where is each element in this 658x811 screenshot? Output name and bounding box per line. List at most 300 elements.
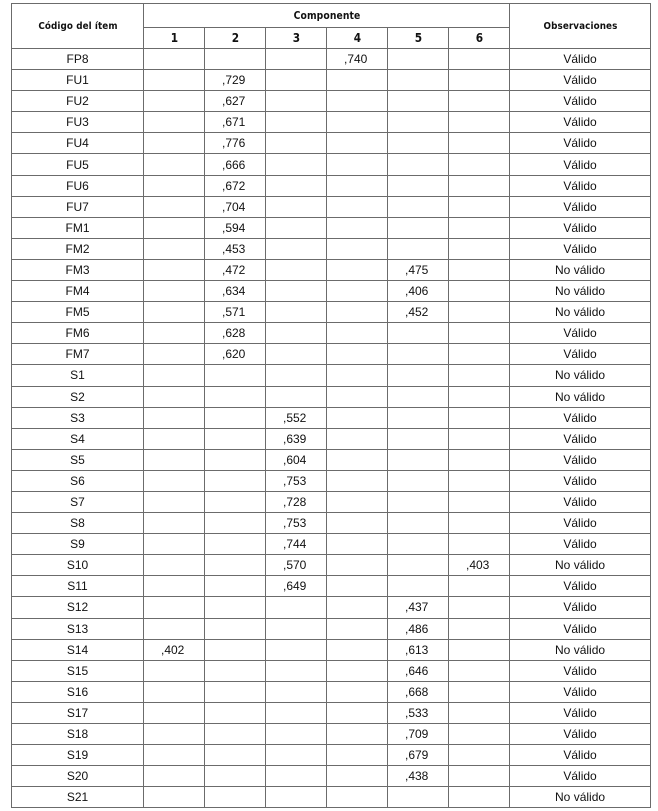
observation-cell: No válido (510, 302, 651, 323)
loading-cell-component-6 (449, 238, 510, 259)
loading-cell-component-4 (327, 70, 388, 91)
loading-cell-component-1 (144, 428, 205, 449)
loading-cell-component-3 (266, 196, 327, 217)
item-code-cell: FM4 (12, 281, 144, 302)
loading-cell-component-5 (388, 428, 449, 449)
item-code-cell: S21 (12, 787, 144, 808)
component-col-4-header: 4 (330, 28, 384, 49)
loading-cell-component-2 (205, 449, 266, 470)
observation-cell: Válido (510, 702, 651, 723)
loading-cell-component-3 (266, 217, 327, 238)
loading-cell-component-2: ,634 (205, 281, 266, 302)
loading-cell-component-1 (144, 576, 205, 597)
table-row (12, 91, 651, 112)
observation-cell: Válido (510, 576, 651, 597)
loading-cell-component-2 (205, 639, 266, 660)
table-row (12, 787, 651, 808)
loading-cell-component-1 (144, 281, 205, 302)
loading-cell-component-2 (205, 386, 266, 407)
loading-cell-component-6 (449, 133, 510, 154)
table-row (12, 281, 651, 302)
loading-cell-component-6 (449, 302, 510, 323)
loading-cell-component-6 (449, 491, 510, 512)
loading-cell-component-2: ,704 (205, 196, 266, 217)
observation-cell: No válido (510, 259, 651, 280)
item-code-cell: FU5 (12, 154, 144, 175)
observations-header: Observaciones (518, 4, 642, 49)
item-code-cell: S15 (12, 660, 144, 681)
item-code-cell: S8 (12, 513, 144, 534)
table-row (12, 112, 651, 133)
loading-cell-component-3 (266, 787, 327, 808)
loading-cell-component-5 (388, 344, 449, 365)
item-code-cell: S2 (12, 386, 144, 407)
loading-cell-component-3 (266, 745, 327, 766)
loading-cell-component-3 (266, 344, 327, 365)
table-row (12, 323, 651, 344)
item-code-cell: FM2 (12, 238, 144, 259)
loading-cell-component-2: ,729 (205, 70, 266, 91)
item-code-cell: S10 (12, 555, 144, 576)
loading-cell-component-4 (327, 491, 388, 512)
loading-cell-component-2: ,627 (205, 91, 266, 112)
loading-cell-component-4 (327, 238, 388, 259)
item-code-cell: FM7 (12, 344, 144, 365)
loading-cell-component-6 (449, 597, 510, 618)
loading-cell-component-6 (449, 217, 510, 238)
loading-cell-component-5: ,668 (388, 681, 449, 702)
loading-cell-component-5 (388, 470, 449, 491)
loading-cell-component-4 (327, 702, 388, 723)
loading-cell-component-2: ,571 (205, 302, 266, 323)
loading-cell-component-6: ,403 (449, 555, 510, 576)
table-row (12, 70, 651, 91)
loading-cell-component-2 (205, 724, 266, 745)
loading-cell-component-2 (205, 702, 266, 723)
loading-cell-component-5 (388, 365, 449, 386)
loading-cell-component-5 (388, 491, 449, 512)
loading-cell-component-6 (449, 449, 510, 470)
loading-cell-component-2 (205, 513, 266, 534)
loading-cell-component-4 (327, 618, 388, 639)
loading-cell-component-4 (327, 154, 388, 175)
observation-cell: Válido (510, 470, 651, 491)
observation-cell: Válido (510, 766, 651, 787)
loading-cell-component-3: ,728 (266, 491, 327, 512)
loading-cell-component-1 (144, 597, 205, 618)
loading-cell-component-4 (327, 217, 388, 238)
observation-cell: Válido (510, 449, 651, 470)
loading-cell-component-6 (449, 470, 510, 491)
loading-cell-component-6 (449, 49, 510, 70)
loading-cell-component-1 (144, 217, 205, 238)
item-code-cell: S18 (12, 724, 144, 745)
observation-cell: Válido (510, 724, 651, 745)
item-code-cell: S4 (12, 428, 144, 449)
loading-cell-component-4 (327, 534, 388, 555)
loading-cell-component-6 (449, 702, 510, 723)
table-row (12, 133, 651, 154)
observation-cell: Válido (510, 323, 651, 344)
table-row (12, 597, 651, 618)
loading-cell-component-4 (327, 175, 388, 196)
loading-cell-component-2: ,672 (205, 175, 266, 196)
loading-cell-component-2 (205, 787, 266, 808)
observation-cell: Válido (510, 745, 651, 766)
item-code-cell: FU1 (12, 70, 144, 91)
table-row (12, 491, 651, 512)
item-code-cell: FM3 (12, 259, 144, 280)
observation-cell: No válido (510, 639, 651, 660)
observation-cell: Válido (510, 49, 651, 70)
loading-cell-component-4 (327, 470, 388, 491)
observation-cell: Válido (510, 154, 651, 175)
loading-cell-component-6 (449, 154, 510, 175)
loading-cell-component-2 (205, 49, 266, 70)
observation-cell: Válido (510, 407, 651, 428)
item-code-cell: S1 (12, 365, 144, 386)
item-code-cell: S3 (12, 407, 144, 428)
loading-cell-component-5: ,709 (388, 724, 449, 745)
loading-cell-component-4 (327, 365, 388, 386)
loading-cell-component-3 (266, 91, 327, 112)
loading-cell-component-5 (388, 386, 449, 407)
table-row (12, 344, 651, 365)
loading-cell-component-1 (144, 133, 205, 154)
item-code-header: Código del ítem (19, 4, 135, 49)
table-row (12, 238, 651, 259)
loading-cell-component-6 (449, 534, 510, 555)
table-row (12, 470, 651, 491)
loading-cell-component-2: ,620 (205, 344, 266, 365)
loading-cell-component-6 (449, 639, 510, 660)
item-code-cell: S9 (12, 534, 144, 555)
loading-cell-component-4 (327, 407, 388, 428)
loading-cell-component-3: ,639 (266, 428, 327, 449)
loading-cell-component-6 (449, 112, 510, 133)
component-header: Componente (165, 4, 487, 28)
loading-cell-component-5: ,646 (388, 660, 449, 681)
loading-cell-component-5 (388, 91, 449, 112)
table-row (12, 407, 651, 428)
loading-cell-component-1 (144, 302, 205, 323)
observation-cell: Válido (510, 491, 651, 512)
loading-cell-component-3 (266, 112, 327, 133)
item-code-cell: S12 (12, 597, 144, 618)
loading-cell-component-5: ,613 (388, 639, 449, 660)
observation-cell: Válido (510, 70, 651, 91)
loading-cell-component-2: ,628 (205, 323, 266, 344)
loading-cell-component-5: ,486 (388, 618, 449, 639)
component-col-6-header: 6 (452, 28, 506, 49)
loading-cell-component-2 (205, 597, 266, 618)
loading-cell-component-1 (144, 112, 205, 133)
item-code-cell: S13 (12, 618, 144, 639)
loading-cell-component-1 (144, 491, 205, 512)
loading-cell-component-4 (327, 681, 388, 702)
item-code-cell: FU4 (12, 133, 144, 154)
loading-cell-component-5: ,679 (388, 745, 449, 766)
loading-cell-component-4 (327, 555, 388, 576)
loading-cell-component-4 (327, 639, 388, 660)
item-code-cell: S6 (12, 470, 144, 491)
loading-cell-component-5: ,438 (388, 766, 449, 787)
loading-cell-component-3 (266, 238, 327, 259)
loading-cell-component-2 (205, 766, 266, 787)
loading-cell-component-3: ,649 (266, 576, 327, 597)
table-row (12, 154, 651, 175)
loading-cell-component-1 (144, 513, 205, 534)
table-row (12, 49, 651, 70)
table-row (12, 555, 651, 576)
loading-cell-component-2 (205, 470, 266, 491)
loading-cell-component-1 (144, 724, 205, 745)
loading-cell-component-4 (327, 513, 388, 534)
loading-cell-component-1 (144, 618, 205, 639)
loading-cell-component-1 (144, 154, 205, 175)
table-row (12, 639, 651, 660)
loading-cell-component-3: ,604 (266, 449, 327, 470)
loading-cell-component-3 (266, 259, 327, 280)
loading-cell-component-6 (449, 323, 510, 344)
loading-cell-component-1 (144, 196, 205, 217)
component-col-5-header: 5 (391, 28, 445, 49)
loading-cell-component-4 (327, 302, 388, 323)
loading-cell-component-2 (205, 618, 266, 639)
loading-cell-component-5 (388, 175, 449, 196)
loading-cell-component-3 (266, 302, 327, 323)
loading-cell-component-1 (144, 702, 205, 723)
component-col-2-header: 2 (208, 28, 262, 49)
loading-cell-component-3 (266, 365, 327, 386)
loading-cell-component-6 (449, 196, 510, 217)
loading-cell-component-2 (205, 534, 266, 555)
loading-cell-component-5 (388, 70, 449, 91)
loading-cell-component-6 (449, 681, 510, 702)
loading-cell-component-5 (388, 534, 449, 555)
loading-cell-component-4 (327, 91, 388, 112)
loading-cell-component-2 (205, 555, 266, 576)
item-code-cell: S11 (12, 576, 144, 597)
loading-cell-component-6 (449, 344, 510, 365)
loading-cell-component-5 (388, 449, 449, 470)
loading-cell-component-6 (449, 745, 510, 766)
loading-cell-component-1 (144, 534, 205, 555)
loading-cell-component-2 (205, 428, 266, 449)
loading-cell-component-6 (449, 766, 510, 787)
table-row (12, 766, 651, 787)
loading-cell-component-3: ,570 (266, 555, 327, 576)
table-row (12, 259, 651, 280)
loading-cell-component-6 (449, 386, 510, 407)
table-row (12, 618, 651, 639)
loading-cell-component-4 (327, 576, 388, 597)
loading-cell-component-2 (205, 407, 266, 428)
loading-cell-component-1 (144, 344, 205, 365)
loading-cell-component-6 (449, 618, 510, 639)
loading-cell-component-4 (327, 766, 388, 787)
loading-cell-component-5: ,533 (388, 702, 449, 723)
loading-cell-component-1 (144, 259, 205, 280)
loading-cell-component-5 (388, 112, 449, 133)
observation-cell: No válido (510, 787, 651, 808)
loading-cell-component-5 (388, 196, 449, 217)
loading-cell-component-2 (205, 365, 266, 386)
observation-cell: Válido (510, 618, 651, 639)
loading-cell-component-1 (144, 407, 205, 428)
table-row (12, 196, 651, 217)
loading-cell-component-2: ,671 (205, 112, 266, 133)
loading-cell-component-3 (266, 175, 327, 196)
loading-cell-component-6 (449, 259, 510, 280)
observation-cell: Válido (510, 513, 651, 534)
observation-cell: No válido (510, 386, 651, 407)
loading-cell-component-3 (266, 681, 327, 702)
component-loadings-table (11, 3, 651, 808)
loading-cell-component-4 (327, 449, 388, 470)
observation-cell: Válido (510, 660, 651, 681)
loading-cell-component-3 (266, 49, 327, 70)
observation-cell: Válido (510, 217, 651, 238)
loading-cell-component-6 (449, 724, 510, 745)
loading-cell-component-4: ,740 (327, 49, 388, 70)
loading-cell-component-6 (449, 70, 510, 91)
loading-cell-component-3: ,753 (266, 470, 327, 491)
observation-cell: Válido (510, 534, 651, 555)
loading-cell-component-4 (327, 787, 388, 808)
loading-cell-component-2 (205, 681, 266, 702)
component-col-1-header: 1 (147, 28, 201, 49)
observation-cell: Válido (510, 428, 651, 449)
loading-cell-component-2 (205, 660, 266, 681)
loading-cell-component-5: ,475 (388, 259, 449, 280)
loading-cell-component-1 (144, 91, 205, 112)
loading-cell-component-5: ,452 (388, 302, 449, 323)
loading-cell-component-1 (144, 365, 205, 386)
loading-cell-component-1 (144, 386, 205, 407)
item-code-cell: FU7 (12, 196, 144, 217)
table-row (12, 428, 651, 449)
table-row (12, 660, 651, 681)
loading-cell-component-2 (205, 576, 266, 597)
loading-cell-component-6 (449, 660, 510, 681)
observation-cell: Válido (510, 112, 651, 133)
loading-cell-component-2 (205, 745, 266, 766)
observation-cell: Válido (510, 175, 651, 196)
component-col-3-header: 3 (269, 28, 323, 49)
table-row (12, 745, 651, 766)
item-code-cell: FU3 (12, 112, 144, 133)
loading-cell-component-6 (449, 365, 510, 386)
loading-cell-component-5 (388, 238, 449, 259)
loading-cell-component-3 (266, 323, 327, 344)
table-row (12, 702, 651, 723)
loading-cell-component-5: ,437 (388, 597, 449, 618)
item-code-cell: S14 (12, 639, 144, 660)
loading-cell-component-5 (388, 217, 449, 238)
loading-cell-component-4 (327, 133, 388, 154)
observation-cell: Válido (510, 133, 651, 154)
observation-cell: No válido (510, 281, 651, 302)
loading-cell-component-2: ,472 (205, 259, 266, 280)
loading-cell-component-6 (449, 787, 510, 808)
loading-cell-component-1 (144, 660, 205, 681)
loading-cell-component-5 (388, 513, 449, 534)
loading-cell-component-4 (327, 428, 388, 449)
loading-cell-component-2: ,776 (205, 133, 266, 154)
loading-cell-component-3 (266, 70, 327, 91)
item-code-cell: S20 (12, 766, 144, 787)
observation-cell: Válido (510, 344, 651, 365)
table-row (12, 681, 651, 702)
loading-cell-component-1 (144, 681, 205, 702)
item-code-cell: FM5 (12, 302, 144, 323)
table-row (12, 386, 651, 407)
loading-cell-component-1 (144, 470, 205, 491)
loading-cell-component-6 (449, 407, 510, 428)
loading-cell-component-5 (388, 555, 449, 576)
loading-cell-component-4 (327, 196, 388, 217)
loading-cell-component-1 (144, 238, 205, 259)
item-code-cell: FU6 (12, 175, 144, 196)
table-row (12, 513, 651, 534)
loading-cell-component-1 (144, 70, 205, 91)
observation-cell: Válido (510, 681, 651, 702)
loading-cell-component-6 (449, 428, 510, 449)
loading-cell-component-1: ,402 (144, 639, 205, 660)
loading-cell-component-4 (327, 281, 388, 302)
loading-cell-component-5 (388, 133, 449, 154)
item-code-cell: S16 (12, 681, 144, 702)
loading-cell-component-4 (327, 660, 388, 681)
item-code-cell: S7 (12, 491, 144, 512)
loading-cell-component-1 (144, 49, 205, 70)
item-code-cell: FU2 (12, 91, 144, 112)
loading-cell-component-6 (449, 281, 510, 302)
loading-cell-component-3 (266, 281, 327, 302)
loading-cell-component-4 (327, 344, 388, 365)
observation-cell: Válido (510, 91, 651, 112)
loading-cell-component-1 (144, 175, 205, 196)
table-row (12, 534, 651, 555)
loading-cell-component-4 (327, 112, 388, 133)
item-code-cell: S5 (12, 449, 144, 470)
loading-cell-component-4 (327, 259, 388, 280)
loading-cell-component-1 (144, 766, 205, 787)
loading-cell-component-3 (266, 386, 327, 407)
loading-cell-component-3: ,753 (266, 513, 327, 534)
loading-cell-component-3: ,552 (266, 407, 327, 428)
loading-cell-component-2: ,594 (205, 217, 266, 238)
loading-cell-component-3 (266, 766, 327, 787)
item-code-cell: S19 (12, 745, 144, 766)
loading-cell-component-4 (327, 597, 388, 618)
loading-cell-component-5: ,406 (388, 281, 449, 302)
observation-cell: Válido (510, 196, 651, 217)
loading-cell-component-3 (266, 660, 327, 681)
loading-cell-component-2 (205, 491, 266, 512)
observation-cell: Válido (510, 238, 651, 259)
loading-cell-component-3 (266, 702, 327, 723)
loading-cell-component-1 (144, 323, 205, 344)
loading-cell-component-5 (388, 49, 449, 70)
loading-cell-component-1 (144, 555, 205, 576)
loading-cell-component-1 (144, 745, 205, 766)
loading-cell-component-5 (388, 787, 449, 808)
loading-cell-component-3 (266, 133, 327, 154)
table-row (12, 724, 651, 745)
loading-cell-component-6 (449, 175, 510, 196)
